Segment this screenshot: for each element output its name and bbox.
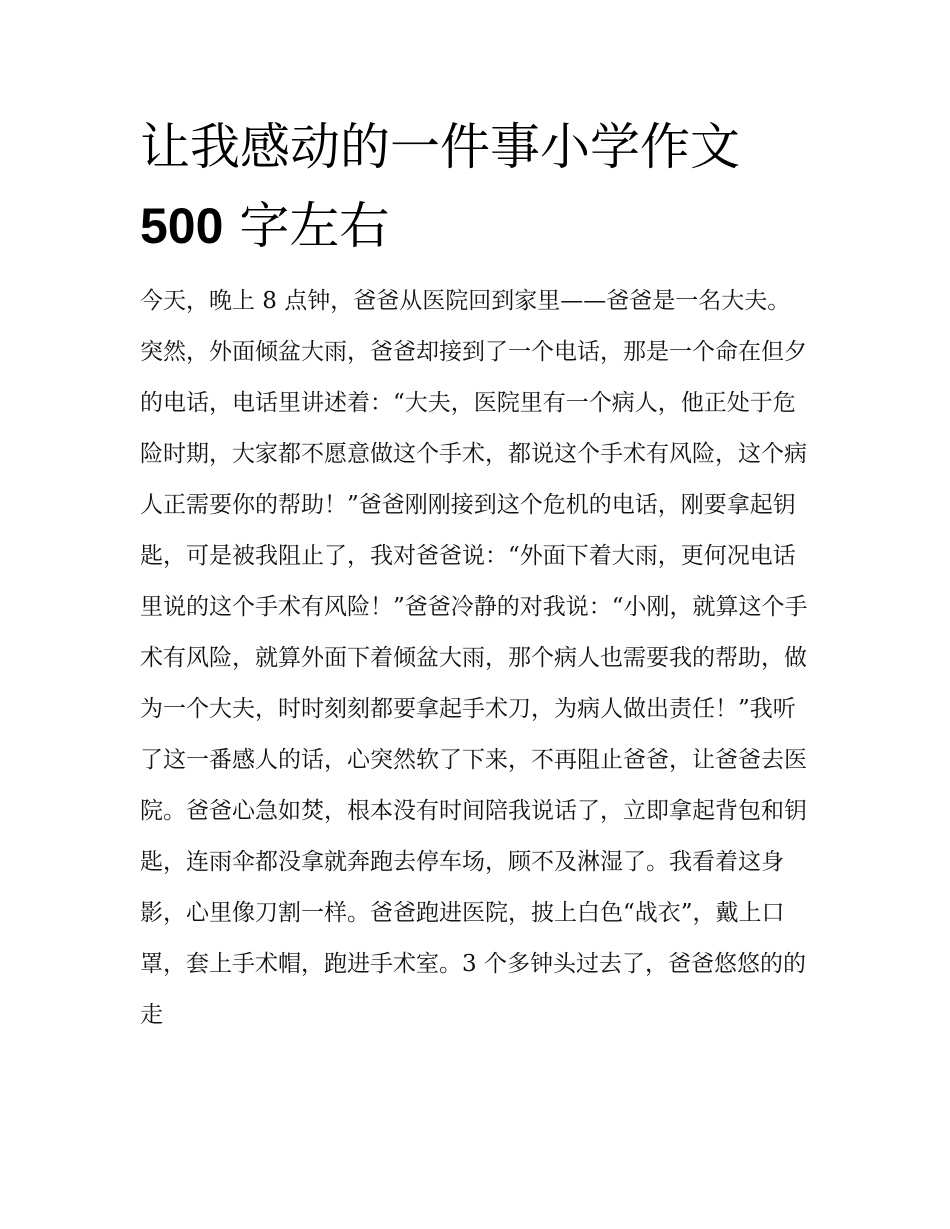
title-main: 让我感动的一件事小学作文 [140,118,740,176]
document-title [140,108,820,266]
document-body [140,276,816,1041]
title-number: 500 [140,198,224,254]
paragraph-2: 突然，外面倾盆大雨，爸爸却接到了一个电话，那是一个命在但夕的电话，电话里讲述着：“大夫，医院里有一个病人，他正处于危险时期，大家都不愿意做这个手术，都说这个手术有风险，这个病人正需要你的帮助！”爸爸刚刚接到这个危机的电话，刚要拿起钥匙，可是被我阻止了，我对爸爸说：“外面下着大雨，更何况电话里说的这个手术有风险！”爸爸冷静的对我说：“小刚，就算这个手术有风险，就算外面下着倾盆大雨，那个病人也需要我的帮助，做为一个大夫，时时刻刻都要拿起手术刀，为病人做出责任！”我听了这一番感人的话，心突然软了下来，不再阻止爸爸，让爸爸去医院。爸爸心急如焚，根本没有时间陪我说话了，立即拿起背包和钥匙，连雨伞都没拿就奔跑去停车场，顾不及淋湿了。我看着这身影，心里像刀割一样。爸爸跑进医院，披上白色“战衣”，戴上口罩，套上手术帽，跑进手术室。3 个多钟头过去了，爸爸悠悠的的走 [140,339,808,1028]
title-suffix: 字左右 [239,197,390,255]
paragraph-1: 今天，晚上 8 点钟，爸爸从医院回到家里——爸爸是一名大夫。 [140,288,791,314]
